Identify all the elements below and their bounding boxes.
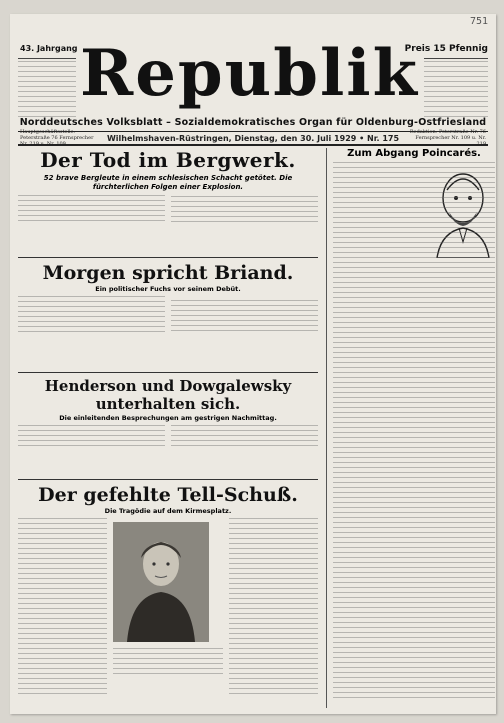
date-bar [18, 131, 488, 146]
tell-photo-block [113, 518, 223, 698]
briand-headline: Morgen spricht Briand. [42, 262, 294, 284]
photo-caption [113, 648, 223, 678]
tell-text-left [18, 518, 107, 698]
henderson-deck: Die einleitenden Besprechungen am gestrigen Nachmittag. [59, 414, 277, 422]
briand-body [18, 296, 318, 368]
poincare-body [333, 262, 495, 702]
lead-headline: Der Tod im Bergwerk. [40, 148, 296, 172]
editorial-info: Redaktion: Peterstraße Nr. 76 Fernsprecher Nr. 109 u. Nr. 219 [409, 129, 486, 147]
tell-body [18, 518, 318, 698]
divider [18, 479, 318, 480]
henderson-headline: Henderson und Dowgalewsky unterhalten sich. [44, 377, 292, 413]
poincare-body-top [333, 162, 495, 258]
archive-stamp: 751 [469, 16, 488, 27]
briand-deck: Ein politischer Fuchs vor seinem Debüt. [95, 285, 241, 293]
price-label: Preis 15 Pfennig [404, 44, 488, 54]
volume-label: 43. Jahrgang [20, 44, 78, 53]
date-line: Wilhelmshaven-Rüstringen, Dienstag, den 30. Juli 1929 • Nr. 175 [106, 133, 400, 143]
newspaper-subtitle: Norddeutsches Volksblatt – Sozialdemokratisches Organ für Oldenburg-Ostfriesland [19, 117, 487, 128]
divider [18, 257, 318, 258]
divider [18, 372, 318, 373]
woman-portrait-photo [113, 522, 209, 642]
poincare-headline: Zum Abgang Poincarés. [347, 148, 481, 159]
masthead-right-box [424, 58, 488, 121]
tell-headline: Der gefehlte Tell-Schuß. [38, 484, 298, 506]
left-column [18, 148, 318, 698]
lead-body [18, 195, 318, 253]
tell-deck: Die Tragödie auf dem Kirmesplatz. [104, 507, 232, 515]
masthead-left-box [18, 58, 76, 121]
office-info: Hauptgeschäftsstelle: Peterstraße 76 Fernsprecher Nr. 219 u. Nr. 109 [20, 129, 94, 147]
newspaper-page [10, 14, 496, 714]
right-column [326, 148, 495, 708]
newspaper-title: Republik [80, 36, 419, 111]
henderson-body [18, 425, 318, 475]
tell-text-right [229, 518, 318, 698]
lead-deck: 52 brave Bergleute in einem schlesischen Schacht getötet. Die fürchterlichen Folgen einer Explosion. [43, 174, 293, 191]
